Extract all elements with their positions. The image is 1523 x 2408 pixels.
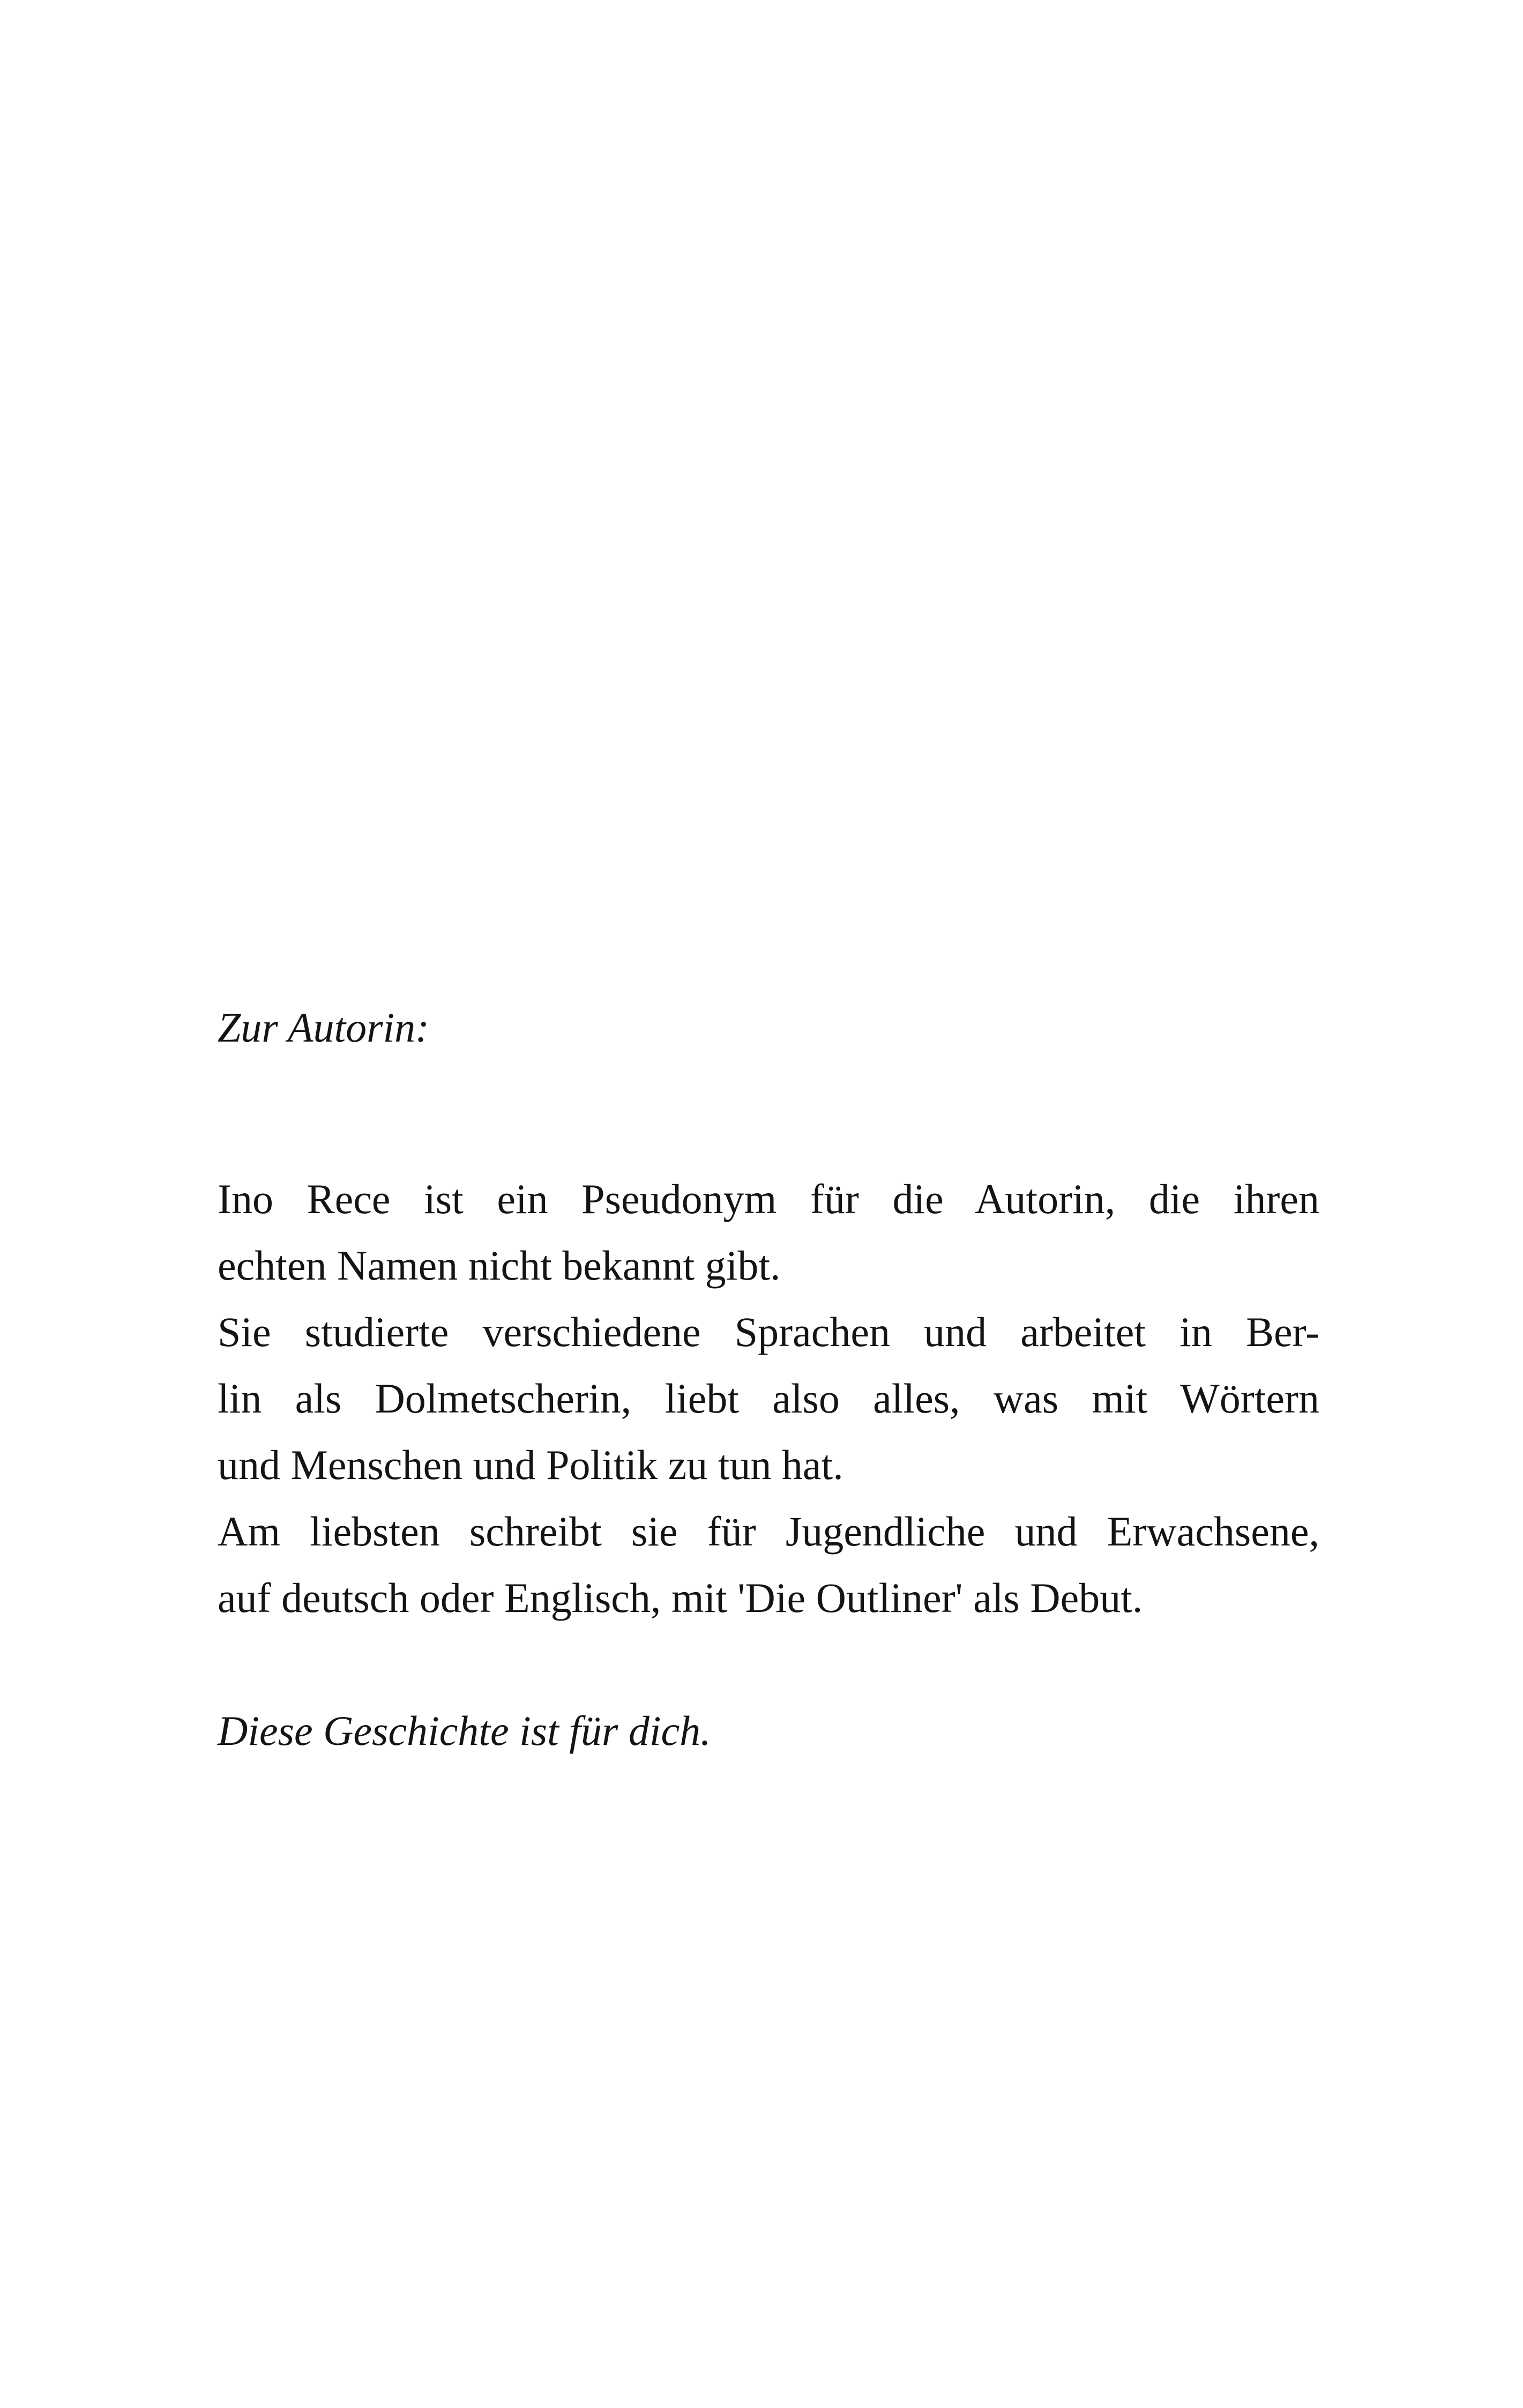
spacer [218, 1061, 1319, 1166]
author-section [218, 994, 1319, 1764]
bio-line: lin als Dolmetscherin, liebt also alles, was mit Wörtern [218, 1375, 1319, 1422]
bio-line: auf deutsch oder Englisch, mit 'Die Outliner' als Debut. [218, 1574, 1143, 1621]
bio-line: Ino Rece ist ein Pseudonym für die Autorin, die ihren [218, 1176, 1319, 1222]
author-bio [218, 1166, 1319, 1631]
spacer [218, 1631, 1319, 1698]
bio-line: Am liebsten schreibt sie für Jugendliche und Erwachsene, [218, 1508, 1319, 1555]
section-heading: Zur Autorin: [218, 1004, 430, 1051]
bio-line: und Menschen und Politik zu tun hat. [218, 1441, 843, 1488]
dedication: Diese Geschichte ist für dich. [218, 1707, 711, 1754]
bio-line: echten Namen nicht bekannt gibt. [218, 1242, 781, 1289]
bio-line: Sie studierte verschiedene Sprachen und arbeitet in Ber- [218, 1309, 1319, 1355]
